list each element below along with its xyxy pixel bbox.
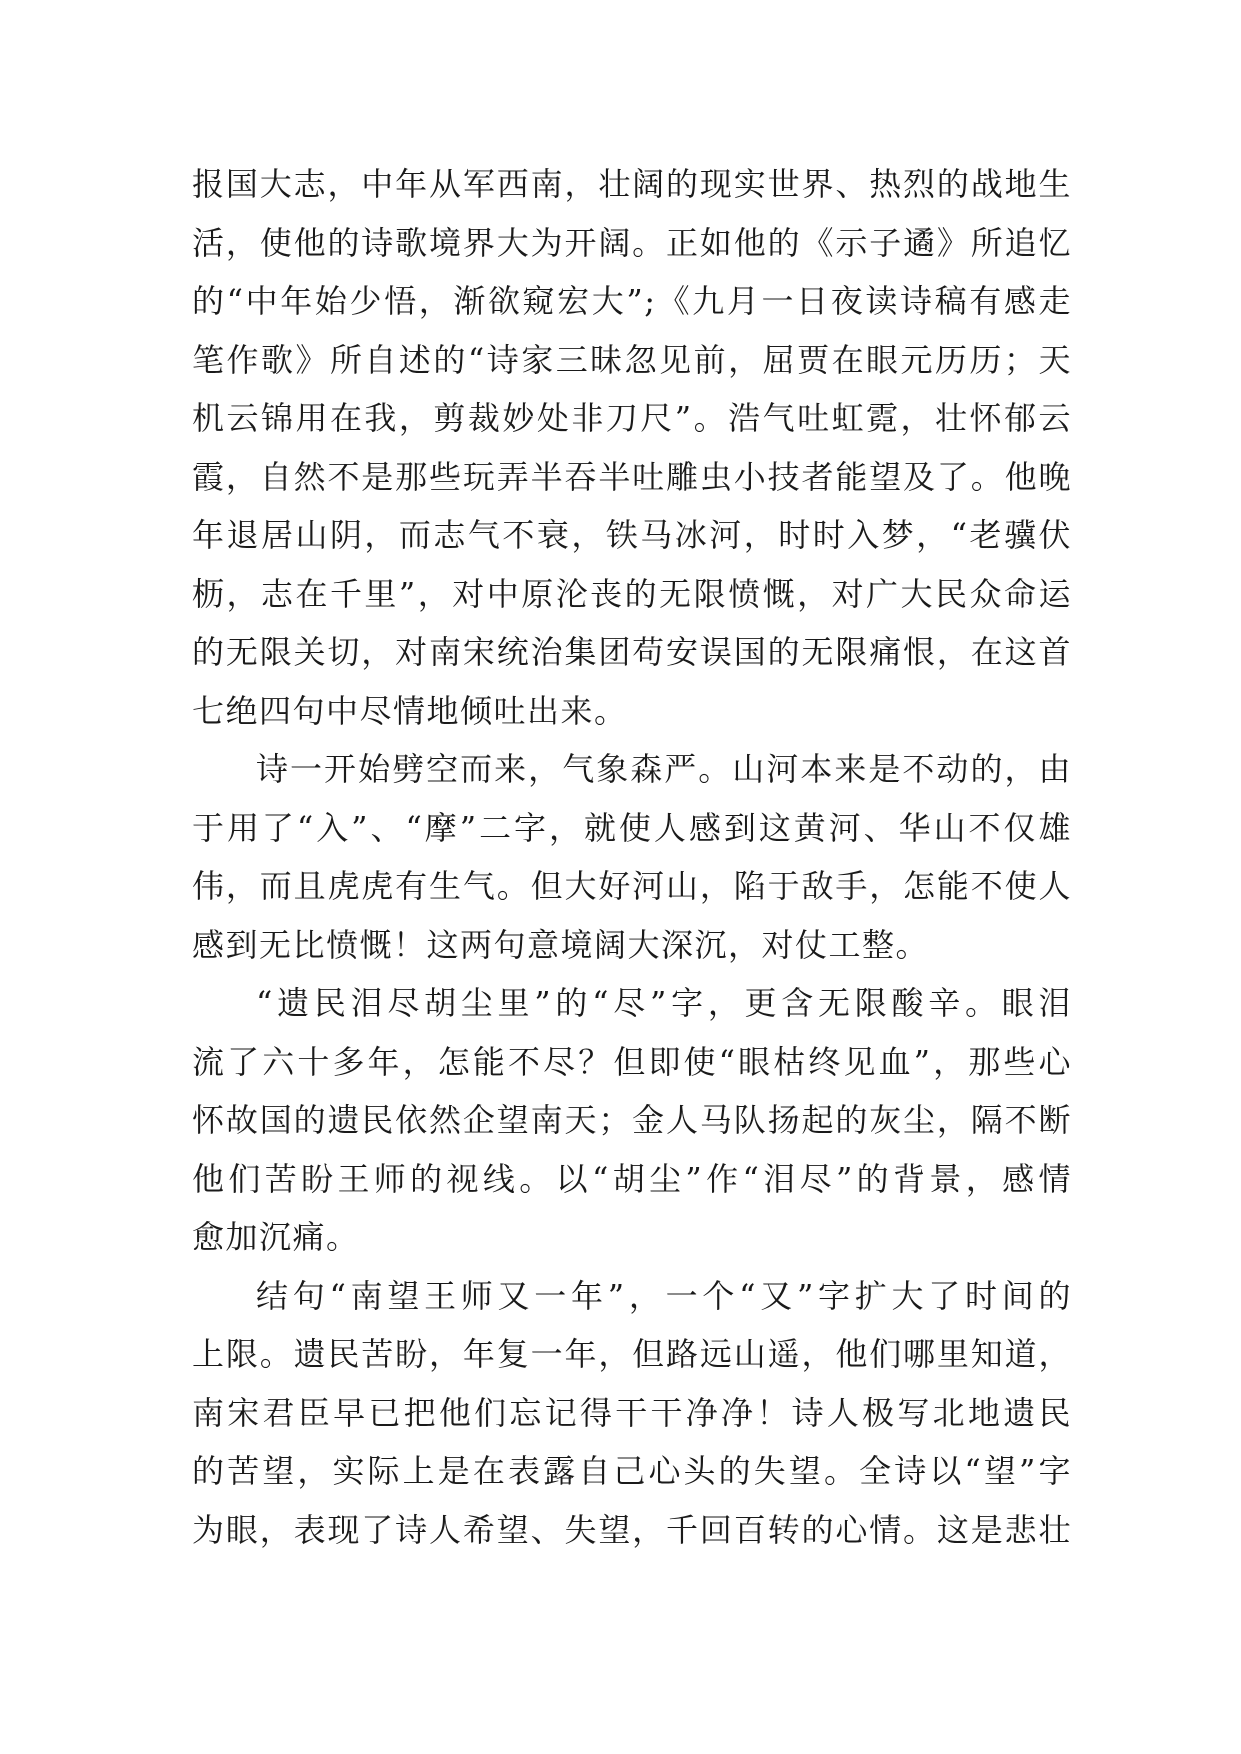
text-line: 愈加沉痛。: [192, 1218, 360, 1256]
paragraph: [192, 1267, 1072, 1560]
text-line: 他们苦盼王师的视线。以“胡尘”作“泪尽”的背景，感情: [192, 1159, 1072, 1198]
text-line: 枥，志在千里”，对中原沦丧的无限愤慨，对广大民众命运: [192, 574, 1072, 613]
text-line: 年退居山阴，而志气不衰，铁马冰河，时时入梦，“老骥伏: [192, 516, 1072, 554]
text-line: 伟，而且虎虎有生气。但大好河山，陷于敌手，怎能不使人: [192, 867, 1072, 905]
text-line: 感到无比愤慨！这两句意境阔大深沉，对仗工整。: [192, 925, 930, 964]
paragraph: [192, 155, 1072, 740]
text-line: 于用了“入”、“摩”二字，就使人感到这黄河、华山不仅雄: [192, 808, 1072, 847]
text-line: 上限。遗民苦盼，年复一年，但路远山遥，他们哪里知道，: [192, 1335, 1072, 1373]
text-line: 流了六十多年，怎能不尽？但即使“眼枯终见血”，那些心: [192, 1042, 1072, 1081]
text-line: 南宋君臣早已把他们忘记得干干净净！诗人极写北地遗民: [192, 1393, 1072, 1432]
text-line: 怀故国的遗民依然企望南天；金人马队扬起的灰尘，隔不断: [192, 1101, 1072, 1139]
text-line: 活，使他的诗歌境界大为开阔。正如他的《示子遹》所追忆: [192, 223, 1072, 262]
text-line: 的“中年始少悟，渐欲窥宏大”;《九月一日夜读诗稿有感走: [192, 282, 1072, 320]
text-line: 为眼，表现了诗人希望、失望，千回百转的心情。这是悲壮: [192, 1510, 1072, 1549]
text-line: “遗民泪尽胡尘里”的“尽”字，更含无限酸辛。眼泪: [256, 984, 1072, 1022]
text-line: 七绝四句中尽情地倾吐出来。: [192, 691, 628, 730]
text-line: 诗一开始劈空而来，气象森严。山河本来是不动的，由: [256, 750, 1072, 788]
paragraph: [192, 740, 1072, 974]
text-line: 报国大志，中年从军西南，壮阔的现实世界、热烈的战地生: [192, 165, 1072, 203]
paragraph: [192, 974, 1072, 1267]
text-line: 笔作歌》所自述的“诗家三昧忽见前，屈贾在眼元历历；天: [192, 340, 1072, 379]
text-line: 结句“南望王师又一年”，一个“又”字扩大了时间的: [256, 1276, 1072, 1315]
body-text: [192, 155, 1072, 1559]
text-line: 机云锦用在我，剪裁妙处非刀尺”。浩气吐虹霓，壮怀郁云: [192, 399, 1072, 437]
text-line: 的无限关切，对南宋统治集团苟安误国的无限痛恨，在这首: [192, 633, 1072, 671]
text-line: 霞，自然不是那些玩弄半吞半吐雕虫小技者能望及了。他晚: [192, 457, 1072, 496]
text-line: 的苦望，实际上是在表露自己心头的失望。全诗以“望”字: [192, 1452, 1072, 1490]
